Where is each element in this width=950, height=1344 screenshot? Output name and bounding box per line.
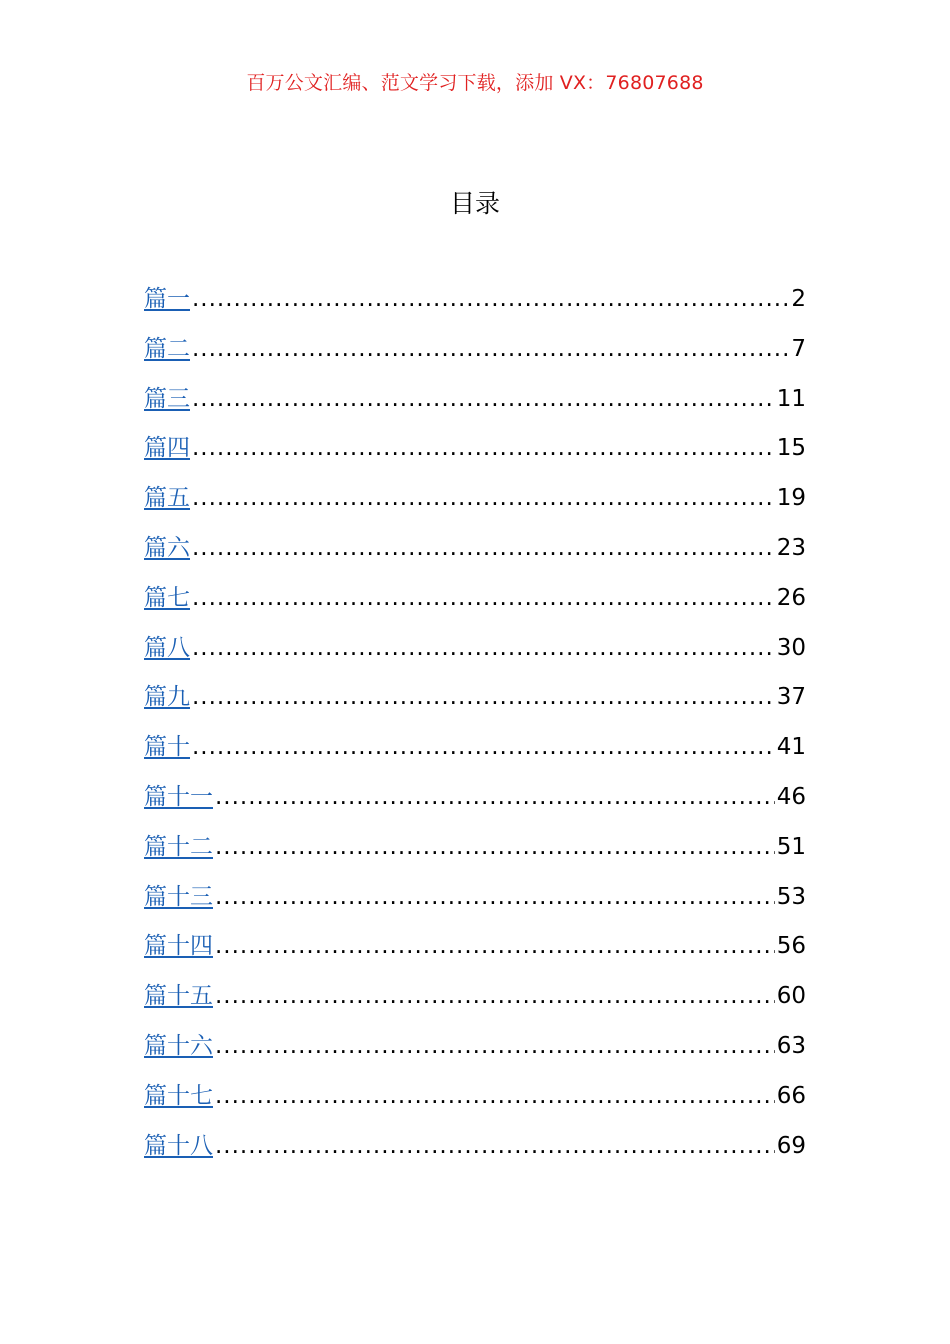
toc-page-number: 26 xyxy=(776,584,806,611)
toc-leader-dots xyxy=(215,1029,775,1063)
toc-link[interactable]: 篇八 xyxy=(144,634,190,661)
toc-link[interactable]: 篇二 xyxy=(144,335,190,362)
toc-page-number: 53 xyxy=(776,883,806,910)
toc-entry xyxy=(144,382,806,432)
toc-page-number: 11 xyxy=(776,385,806,412)
toc-leader-dots xyxy=(192,481,775,515)
toc-link[interactable]: 篇十二 xyxy=(144,833,213,860)
toc-title: 目录 xyxy=(449,189,500,218)
toc-leader-dots xyxy=(215,830,775,864)
toc-link[interactable]: 篇十七 xyxy=(144,1082,213,1109)
toc-leader-dots xyxy=(215,979,775,1013)
toc-leader-dots xyxy=(192,631,775,665)
toc-leader-dots xyxy=(192,382,775,416)
toc-link[interactable]: 篇十一 xyxy=(144,783,213,810)
toc-link[interactable]: 篇六 xyxy=(144,534,190,561)
toc-page-number: 51 xyxy=(776,833,806,860)
toc-link[interactable]: 篇一 xyxy=(144,286,190,312)
toc-entry xyxy=(144,282,806,332)
toc-entry xyxy=(144,431,806,481)
toc-entry xyxy=(144,1029,806,1079)
toc-leader-dots xyxy=(192,332,789,366)
toc-link[interactable]: 篇十四 xyxy=(144,933,213,960)
toc-leader-dots xyxy=(192,680,775,714)
toc-entry xyxy=(144,730,806,780)
toc-page-number: 41 xyxy=(776,734,806,761)
toc-leader-dots xyxy=(215,929,775,963)
toc-link[interactable]: 篇十 xyxy=(144,734,190,761)
toc-page-number: 2 xyxy=(791,286,806,312)
toc-entry xyxy=(144,1079,806,1129)
toc-entry xyxy=(144,631,806,681)
toc-page-number: 19 xyxy=(776,485,806,512)
toc-entry xyxy=(144,332,806,382)
toc-list xyxy=(144,282,806,1178)
toc-page-number: 60 xyxy=(776,983,806,1010)
toc-leader-dots xyxy=(215,880,775,914)
toc-link[interactable]: 篇十六 xyxy=(144,1032,213,1059)
toc-link[interactable]: 篇三 xyxy=(144,385,190,412)
toc-leader-dots xyxy=(192,531,775,565)
toc-link[interactable]: 篇十五 xyxy=(144,983,213,1010)
toc-link[interactable]: 篇十八 xyxy=(144,1132,213,1159)
toc-page-number: 66 xyxy=(776,1082,806,1109)
toc-link[interactable]: 篇十三 xyxy=(144,883,213,910)
toc-leader-dots xyxy=(215,1129,775,1163)
toc-leader-dots xyxy=(192,581,775,615)
toc-page-number: 23 xyxy=(776,534,806,561)
toc-page-number: 30 xyxy=(776,634,806,661)
toc-entry xyxy=(144,1129,806,1179)
toc-leader-dots xyxy=(215,780,775,814)
toc-entry xyxy=(144,581,806,631)
toc-entry xyxy=(144,481,806,531)
toc-link[interactable]: 篇五 xyxy=(144,485,190,512)
toc-page-number: 37 xyxy=(776,684,806,711)
header-banner: 百万公文汇编、范文学习下载，添加 VX：76807688 xyxy=(246,72,704,94)
toc-page-number: 63 xyxy=(776,1032,806,1059)
toc-link[interactable]: 篇九 xyxy=(144,684,190,711)
toc-entry xyxy=(144,929,806,979)
toc-page-number: 7 xyxy=(791,335,806,362)
toc-entry xyxy=(144,531,806,581)
toc-leader-dots xyxy=(215,1079,775,1113)
toc-page-number: 15 xyxy=(776,435,806,462)
toc-entry xyxy=(144,979,806,1029)
toc-page-number: 69 xyxy=(776,1132,806,1159)
toc-leader-dots xyxy=(192,431,775,465)
toc-link[interactable]: 篇四 xyxy=(144,435,190,462)
toc-page-number: 46 xyxy=(776,783,806,810)
toc-link[interactable]: 篇七 xyxy=(144,584,190,611)
toc-leader-dots xyxy=(192,730,775,764)
toc-entry xyxy=(144,680,806,730)
toc-page-number: 56 xyxy=(776,933,806,960)
toc-entry xyxy=(144,830,806,880)
toc-leader-dots xyxy=(192,282,789,316)
toc-entry xyxy=(144,780,806,830)
toc-entry xyxy=(144,880,806,930)
